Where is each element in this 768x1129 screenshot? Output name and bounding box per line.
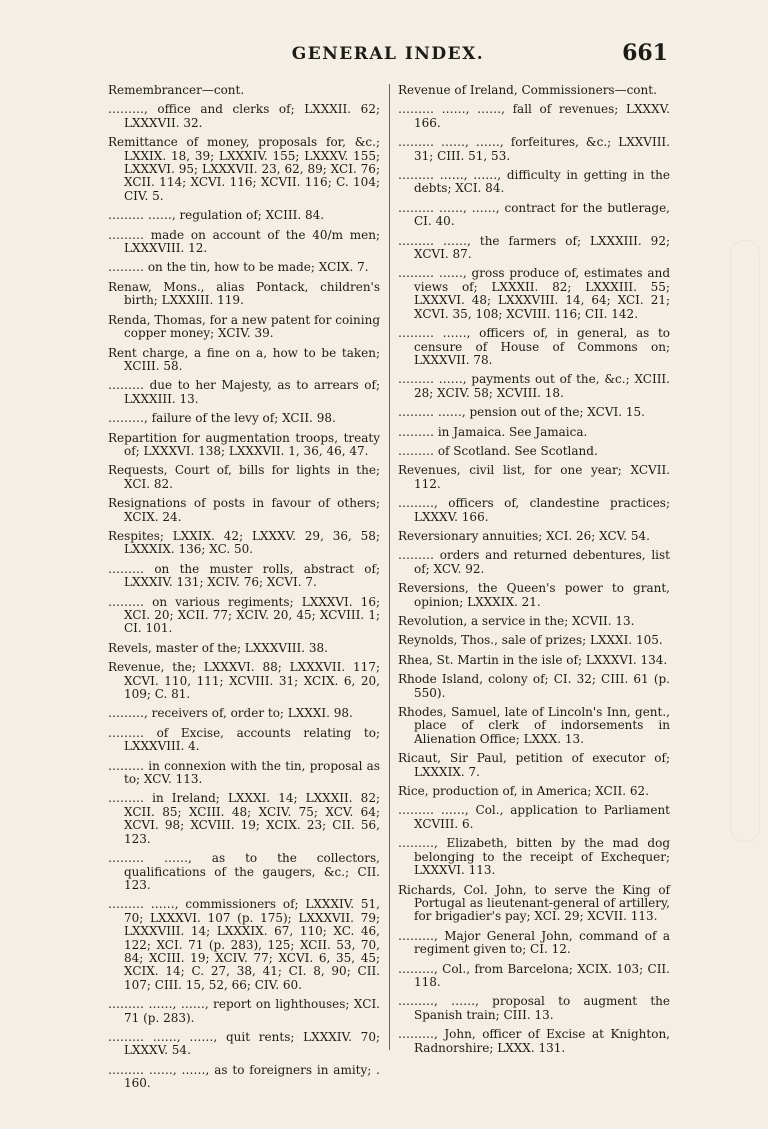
index-entry: Revels, master of the; LXXXVIII. 38. — [108, 640, 328, 655]
index-entry: ……… on the muster rolls, abstract of; LXXXIV. 131; XCIV. 76; XCVI. 7. — [108, 561, 380, 590]
index-entry: Ricaut, Sir Paul, petition of executor of; LXXXIX. 7. — [398, 751, 670, 779]
index-entry: ……… ……, ……, as to foreigners in amity; . 160. — [108, 1062, 380, 1091]
index-entry: ……… in connexion with the tin, proposal as to; XCV. 113. — [108, 758, 380, 787]
index-entry: ……… orders and returned debentures, list of; XCV. 92. — [398, 548, 670, 576]
index-entry: ……… ……, payments out of the, &c.; XCIII. 28; XCIV. 58; XCVIII. 18. — [398, 372, 670, 400]
index-entry: Rent charge, a fine on a, how to be taken; XCIII. 58. — [108, 345, 380, 373]
index-entry: Reversionary annuities; XCI. 26; XCV. 54. — [398, 528, 650, 543]
running-title: GENERAL INDEX. — [291, 44, 485, 64]
index-entry: Renaw, Mons., alias Pontack, children's birth; LXXXIII. 119. — [108, 279, 380, 308]
index-entry: ……… ……, commissioners of; LXXXIV. 51, 70; LXXXVI. 107 (p. 175); LXXXVII. 79; LXXXVIII. 14; LXXXIX. 67, 110; XC. 46, 122; XCI. 71 (p. 283), 125; XCII. 53, 70, 84; XCIII. 19; XCIV. 77; XCVI. 6, 35, 45; XCIX. 14; C. 27, 38, 41; CI. 8, 90; CII. 107; CIII. 15, 52, 66; CIV. 60. — [108, 897, 380, 992]
index-entry: ………, officers of, clandestine practices; LXXXV. 166. — [398, 496, 670, 524]
column-divider — [389, 84, 390, 1050]
index-entry: Respites; LXXIX. 42; LXXXV. 29, 36, 58; LXXXIX. 136; XC. 50. — [108, 528, 380, 557]
index-entry: ………, office and clerks of; LXXXII. 62; LXXXVII. 32. — [108, 102, 380, 130]
index-entry: Rhode Island, colony of; CI. 32; CIII. 61 (p. 550). — [398, 672, 670, 700]
index-entry: Renda, Thomas, for a new patent for coining copper money; XCIV. 39. — [108, 312, 380, 341]
index-entry: ……… ……, the farmers of; LXXXIII. 92; XCVI. 87. — [398, 233, 670, 262]
index-entry: ……… made on account of the 40/m men; LXXXVIII. 12. — [108, 227, 380, 256]
left-column — [108, 84, 380, 1097]
index-entry: Remembrancer—cont. — [108, 83, 245, 97]
index-entry: ………, receivers of, order to; LXXXI. 98. — [108, 706, 353, 721]
index-entry: ……… ……, officers of, in general, as to censure of House of Commons on; LXXXVII. 78. — [398, 326, 670, 367]
index-entry: Reynolds, Thos., sale of prizes; LXXXI. 105. — [398, 633, 663, 648]
index-entry: ………, Major General John, command of a regiment given to; CI. 12. — [398, 928, 670, 957]
index-entry: ……… ……, ……, report on lighthouses; XCI. 71 (p. 283). — [108, 997, 380, 1025]
index-entry: Rhodes, Samuel, late of Lincoln's Inn, gent., place of clerk of indorsements in Alienation Office; LXXX. 13. — [398, 705, 670, 746]
index-entry: Requests, Court of, bills for lights in the; XCI. 82. — [108, 463, 380, 491]
index-entry: ……… on various regiments; LXXXVI. 16; XCI. 20; XCII. 77; XCIV. 20, 45; XCVIII. 1; CI. 101. — [108, 594, 380, 636]
index-entry: Reversions, the Queen's power to grant, opinion; LXXXIX. 21. — [398, 581, 670, 609]
index-entry: Repartition for augmentation troops, treaty of; LXXXVI. 138; LXXXVII. 1, 36, 46, 47. — [108, 430, 380, 458]
index-entry: ……… ……, as to the collectors, qualifications of the gaugers, &c.; CII. 123. — [108, 851, 380, 892]
index-entry: Resignations of posts in favour of others; XCIX. 24. — [108, 496, 380, 524]
index-entry: ……… of Excise, accounts relating to; LXXXVIII. 4. — [108, 725, 380, 754]
index-entry: Revenues, civil list, for one year; XCVII. 112. — [398, 463, 670, 491]
page-number: 661 — [622, 40, 668, 66]
index-entry: ……… of Scotland. See Scotland. — [398, 443, 598, 458]
index-entry: Rhea, St. Martin in the isle of; LXXXVI. 134. — [398, 652, 668, 667]
index-entry: Revenue of Ireland, Commissioners—cont. — [398, 83, 657, 97]
index-entry: ……… in Ireland; LXXXI. 14; LXXXII. 82; XCII. 85; XCIII. 48; XCIV. 75; XCV. 64; XCVI. 98; XCVIII. 19; XCIX. 23; CII. 56, 123. — [108, 791, 380, 846]
index-entry: Remittance of money, proposals for, &c.; LXXIX. 18, 39; LXXXIV. 155; LXXXV. 155; LXXXVI. 95; LXXXVII. 23, 62, 89; XCI. 76; XCII. 114; XCVI. 116; XCVII. 116; C. 104; CIV. 5. — [108, 135, 380, 203]
index-entry: ……… ……, ……, forfeitures, &c.; LXXVIII. 31; CIII. 51, 53. — [398, 135, 670, 163]
index-entry: Richards, Col. John, to serve the King of Portugal as lieutenant-general of artillery, for brigadier's pay; XCI. 29; XCVII. 113. — [398, 882, 670, 924]
index-entry: ………, Col., from Barcelona; XCIX. 103; CII. 118. — [398, 961, 670, 989]
index-entry: ……… in Jamaica. See Jamaica. — [398, 424, 588, 439]
index-entry: ………, failure of the levy of; XCII. 98. — [108, 411, 336, 426]
index-entry: ……… ……, ……, fall of revenues; LXXXV. 166. — [398, 102, 670, 130]
running-head — [108, 40, 668, 70]
index-entry: Rice, production of, in America; XCII. 62. — [398, 784, 649, 799]
index-entry: ……… ……, regulation of; XCIII. 84. — [108, 208, 325, 223]
index-entry: ………, John, officer of Excise at Knighton, Radnorshire; LXXX. 131. — [398, 1027, 670, 1055]
index-entry: ……… ……, gross produce of, estimates and views of; LXXXII. 82; LXXXIII. 55; LXXXVI. 48; LXXXVIII. 14, 64; XCI. 21; XCVI. 35, 108; XCVIII. 116; CII. 142. — [398, 266, 670, 321]
index-entry: ……… on the tin, how to be made; XCIX. 7. — [108, 260, 369, 275]
index-entry: Revenue, the; LXXXVI. 88; LXXXVII. 117; XCVI. 110, 111; XCVIII. 31; XCIX. 6, 20, 109; C. 81. — [108, 660, 380, 702]
index-entry: ……… ……, Col., application to Parliament XCVIII. 6. — [398, 803, 670, 831]
right-column — [398, 84, 670, 1061]
index-entry: ……… ……, ……, quit rents; LXXXIV. 70; LXXXV. 54. — [108, 1029, 380, 1058]
index-entry: ………, Elizabeth, bitten by the mad dog belonging to the receipt of Exchequer; LXXXVI. 113. — [398, 836, 670, 878]
index-entry: ……… ……, ……, difficulty in getting in the debts; XCI. 84. — [398, 168, 670, 196]
library-stamp-watermark — [730, 240, 760, 842]
index-entry: ……… due to her Majesty, as to arrears of; LXXXIII. 13. — [108, 378, 380, 406]
index-entry: ……… ……, pension out of the; XCVI. 15. — [398, 405, 645, 420]
index-entry: Revolution, a service in the; XCVII. 13. — [398, 614, 635, 628]
index-entry: ………, ……, proposal to augment the Spanish train; CIII. 13. — [398, 994, 670, 1022]
index-entry: ……… ……, ……, contract for the butlerage, CI. 40. — [398, 200, 670, 229]
